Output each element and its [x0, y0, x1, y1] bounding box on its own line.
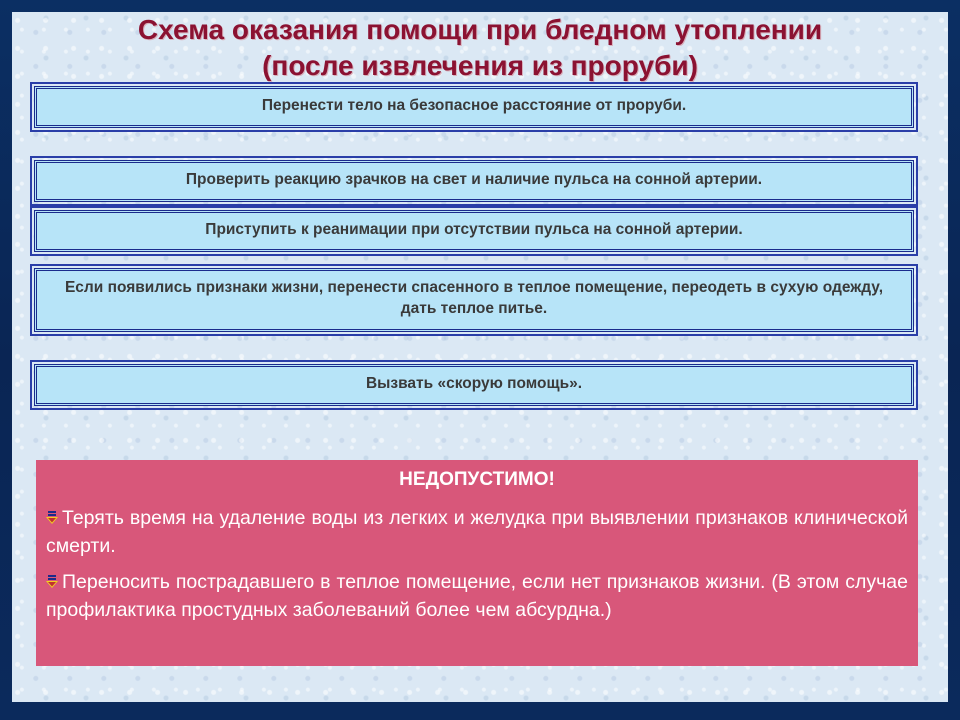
slide	[12, 12, 948, 702]
step-box-3	[34, 210, 914, 252]
warning-panel	[36, 460, 918, 666]
title-line-2: (после извлечения из проруби)	[262, 50, 698, 81]
down-arrow-icon	[46, 575, 58, 589]
step-text: Перенести тело на безопасное расстояние от проруби.	[261, 97, 687, 114]
step-box-5	[34, 364, 914, 406]
title-line-1: Схема оказания помощи при бледном утоплении	[137, 14, 823, 45]
step-box-4	[34, 268, 914, 332]
page-title	[12, 12, 948, 84]
warning-item-text: Терять время на удаление воды из легких и желудка при выявлении признаков клинической смерти.	[46, 507, 908, 557]
step-text: Приступить к реанимации при отсутствии пульса на сонной артерии.	[205, 221, 743, 238]
down-arrow-icon	[46, 511, 58, 525]
step-box-1	[34, 86, 914, 128]
warning-heading: НЕДОПУСТИМО!	[399, 469, 555, 490]
step-text: Проверить реакцию зрачков на свет и наличие пульса на сонной артерии.	[185, 171, 763, 188]
warning-item-1	[46, 504, 908, 560]
warning-item-text: Переносить пострадавшего в теплое помещение, если нет признаков жизни. (В этом случае профилактика простудных заболеваний более чем абсурдна.)	[46, 571, 908, 621]
warning-item-2	[46, 568, 908, 624]
step-text: Вызвать «скорую помощь».	[365, 375, 583, 392]
step-text: Если появились признаки жизни, перенести спасенного в теплое помещение, переодеть в сухую одежду, дать теплое питье.	[64, 279, 884, 317]
step-box-2	[34, 160, 914, 202]
